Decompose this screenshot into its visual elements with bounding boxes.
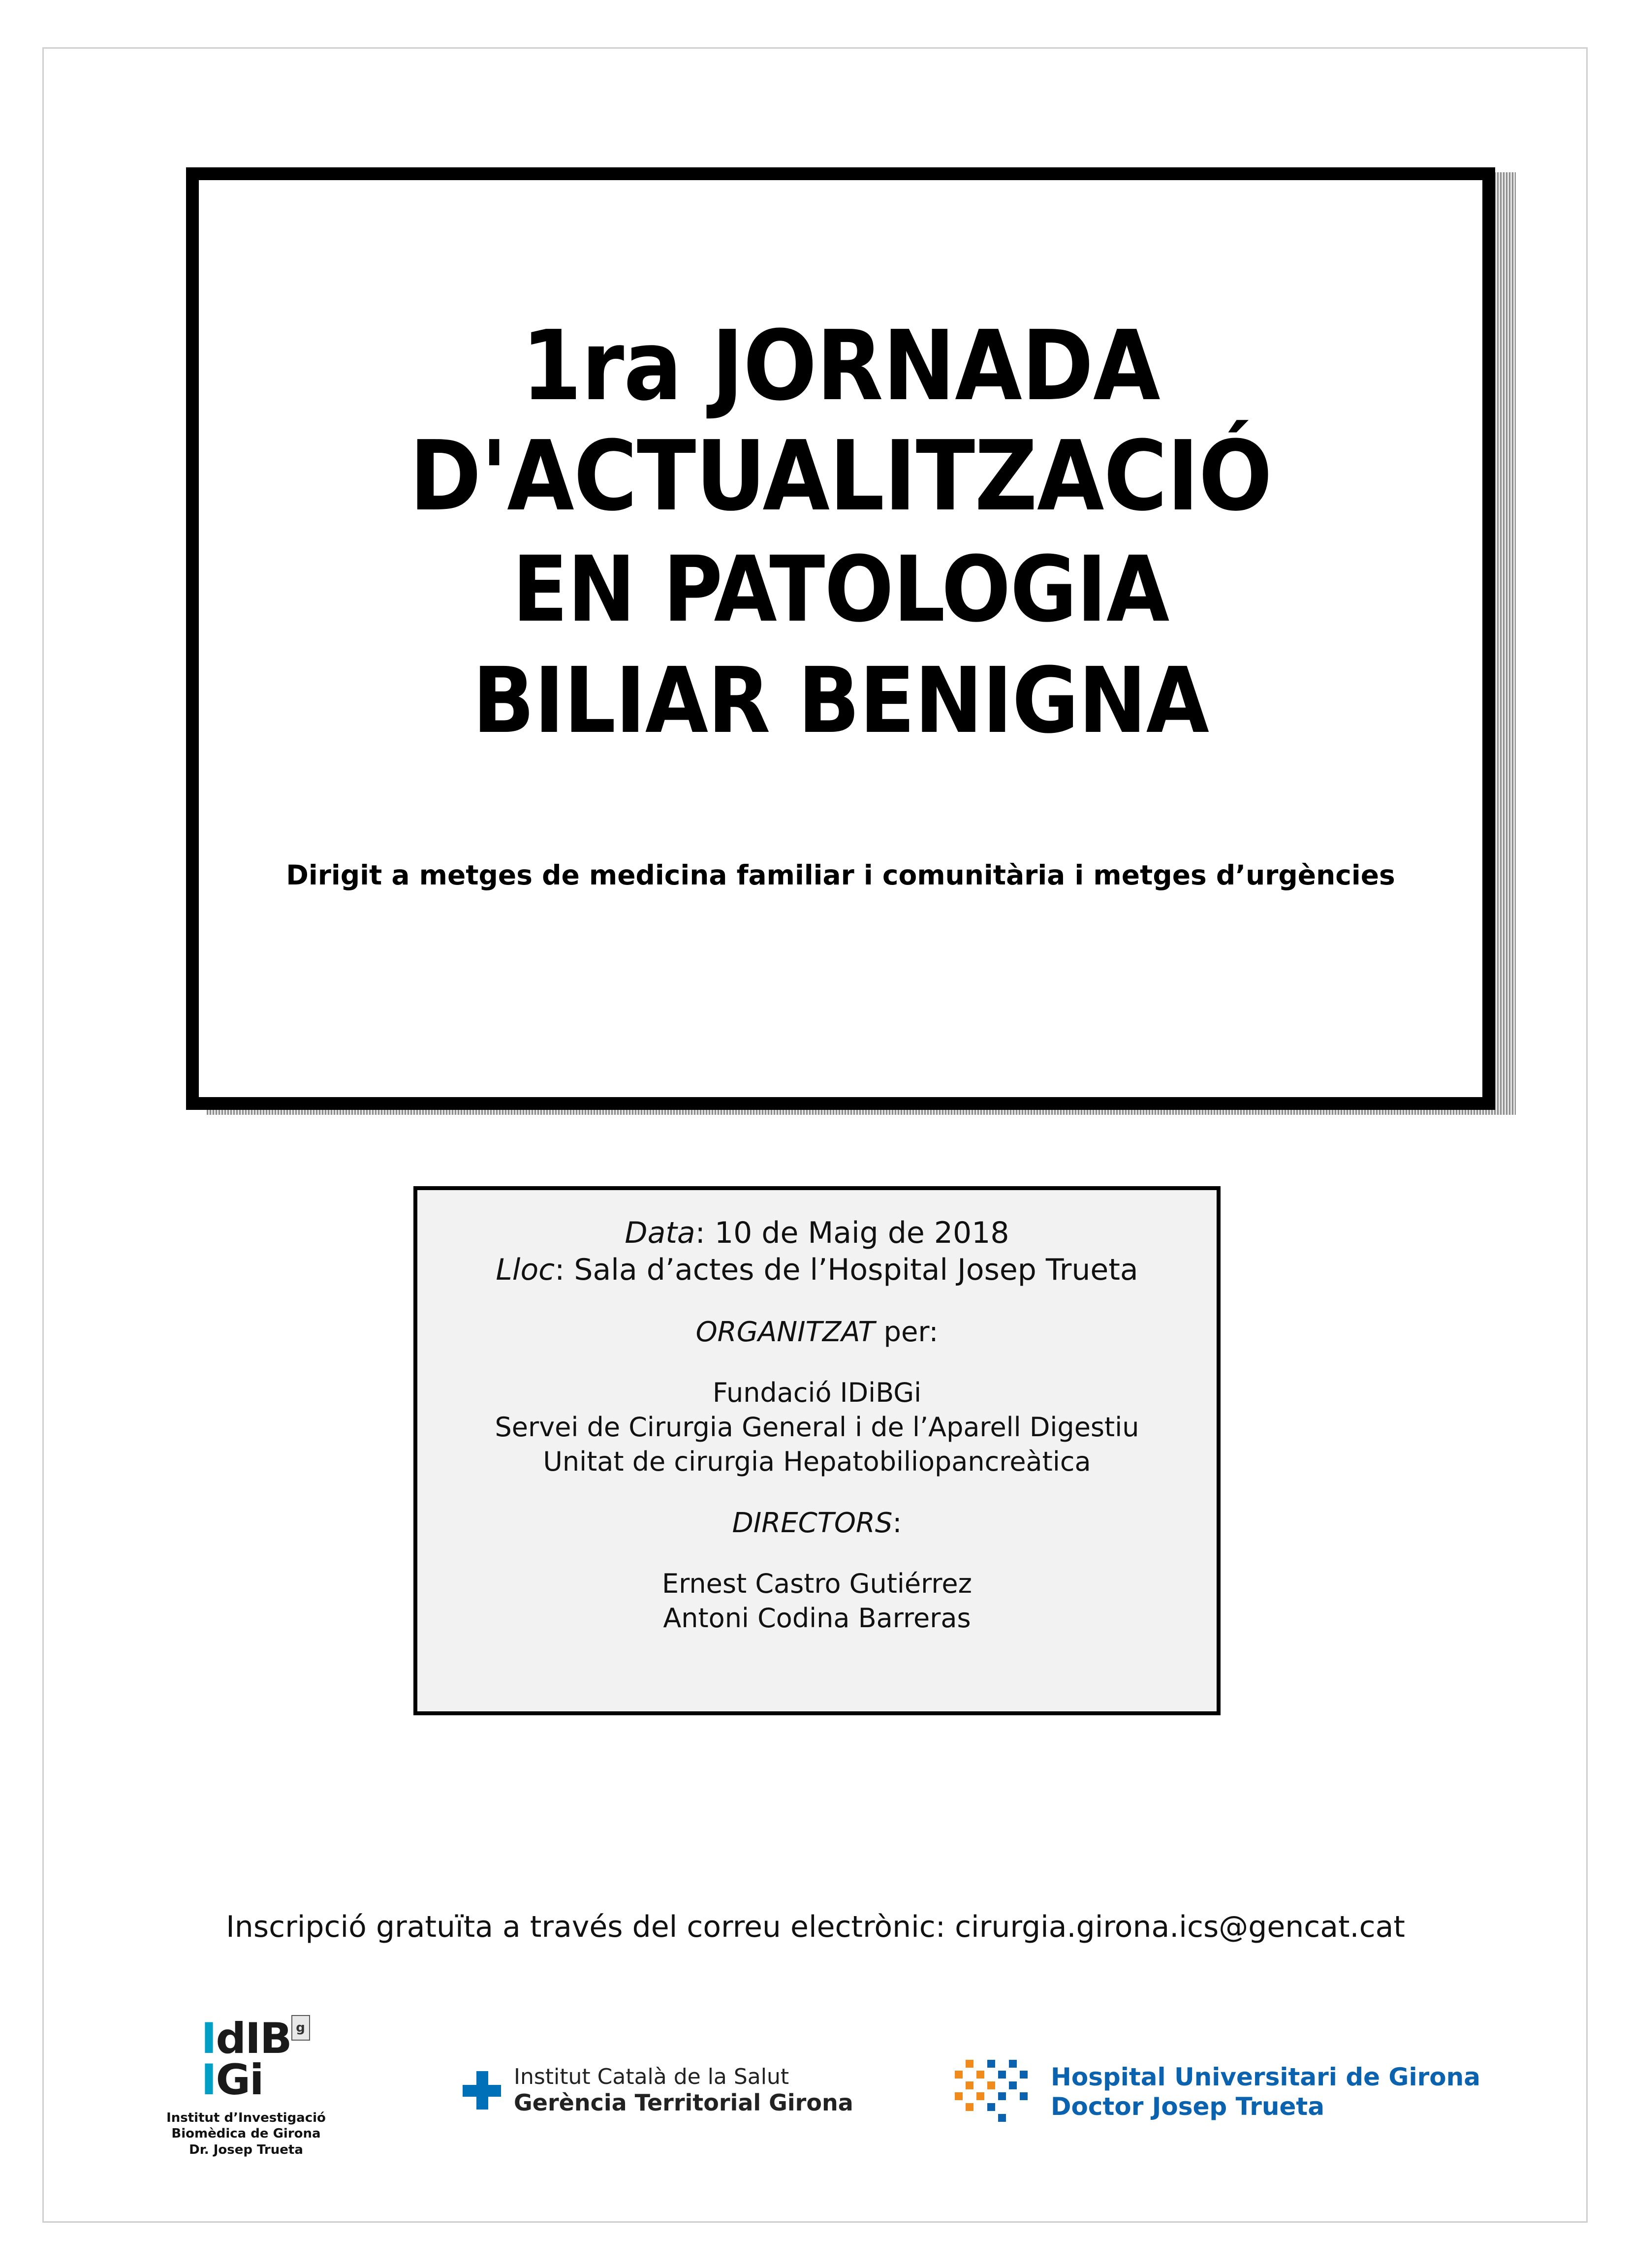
idibgi-sub-2: Biomèdica de Girona <box>171 2126 321 2142</box>
event-date-label: Data <box>625 1216 695 1250</box>
ics-line-1: Institut Català de la Salut <box>514 2064 789 2089</box>
event-date-row <box>417 1215 1217 1252</box>
idibgi-row-1 <box>201 2014 291 2063</box>
event-place-value: : Sala d’actes de l’Hospital Josep Trueta <box>555 1253 1138 1287</box>
title-line-4: BILIAR BENIGNA <box>472 648 1209 754</box>
directors-suffix: : <box>892 1507 902 1539</box>
organized-label: ORGANITZAT <box>695 1316 875 1348</box>
cross-icon <box>463 2071 501 2110</box>
spacer-1 <box>417 1289 1217 1316</box>
trueta-line-2: Doctor Josep Trueta <box>1051 2092 1325 2121</box>
poster-subtitle: Dirigit a metges de medicina familiar i comunitària i metges d’urgències <box>286 859 1395 891</box>
title-inner <box>199 180 1482 1097</box>
idibgi-text-1: dIB <box>216 2014 291 2063</box>
title-line-1: 1ra JORNADA <box>521 310 1160 422</box>
registration-line: Inscripció gratuïta a través del correu electrònic: cirurgia.girona.ics@gencat.cat <box>226 1910 1405 1944</box>
title-line-3: EN PATOLOGIA <box>512 537 1169 642</box>
organized-suffix: per: <box>875 1316 939 1348</box>
idibgi-sub-3: Dr. Josep Trueta <box>189 2142 303 2157</box>
pixel-mosaic-icon <box>955 2060 1036 2124</box>
title-line-2: D'ACTUALITZACIÓ <box>409 420 1272 533</box>
event-date-value: : 10 de Maig de 2018 <box>695 1216 1009 1250</box>
logo-trueta <box>955 2060 1480 2124</box>
idibgi-bar-1: I <box>201 2014 216 2063</box>
organizer-3: Unitat de cirurgia Hepatobiliopancreàtica <box>543 1446 1091 1478</box>
directors-label: DIRECTORS <box>732 1507 893 1539</box>
logo-ics <box>463 2065 853 2115</box>
idibgi-mark <box>201 2014 305 2105</box>
event-info-box <box>413 1186 1221 1715</box>
idibgi-bar-2: I <box>201 2055 216 2105</box>
spacer-3 <box>417 1480 1217 1507</box>
logo-idibgi <box>143 2014 349 2158</box>
idibgi-row-2 <box>201 2055 291 2105</box>
trueta-line-1: Hospital Universitari de Girona <box>1051 2063 1480 2091</box>
director-2: Antoni Codina Barreras <box>663 1602 971 1634</box>
organizer-2: Servei de Cirurgia General i de l’Aparell Digestiu <box>495 1412 1139 1443</box>
organized-heading <box>417 1316 1217 1348</box>
trueta-text <box>1051 2062 1480 2121</box>
director-1: Ernest Castro Gutiérrez <box>662 1568 972 1599</box>
event-place-row <box>417 1252 1217 1289</box>
spacer-2 <box>417 1348 1217 1376</box>
organizer-1: Fundació IDiBGi <box>712 1377 922 1408</box>
spacer-4 <box>417 1539 1217 1567</box>
idibgi-flag-icon: g <box>291 2015 310 2041</box>
directors-heading <box>417 1507 1217 1539</box>
logo-row <box>0 2013 1631 2220</box>
event-place-label: Lloc <box>496 1253 555 1287</box>
ics-line-2: Gerència Territorial Girona <box>514 2089 853 2116</box>
idibgi-sub-1: Institut d’Investigació <box>166 2110 326 2125</box>
ics-text <box>514 2065 853 2115</box>
title-frame <box>186 167 1495 1110</box>
idibgi-text-2: Gi <box>216 2055 263 2105</box>
idibgi-subtitle <box>143 2110 349 2158</box>
